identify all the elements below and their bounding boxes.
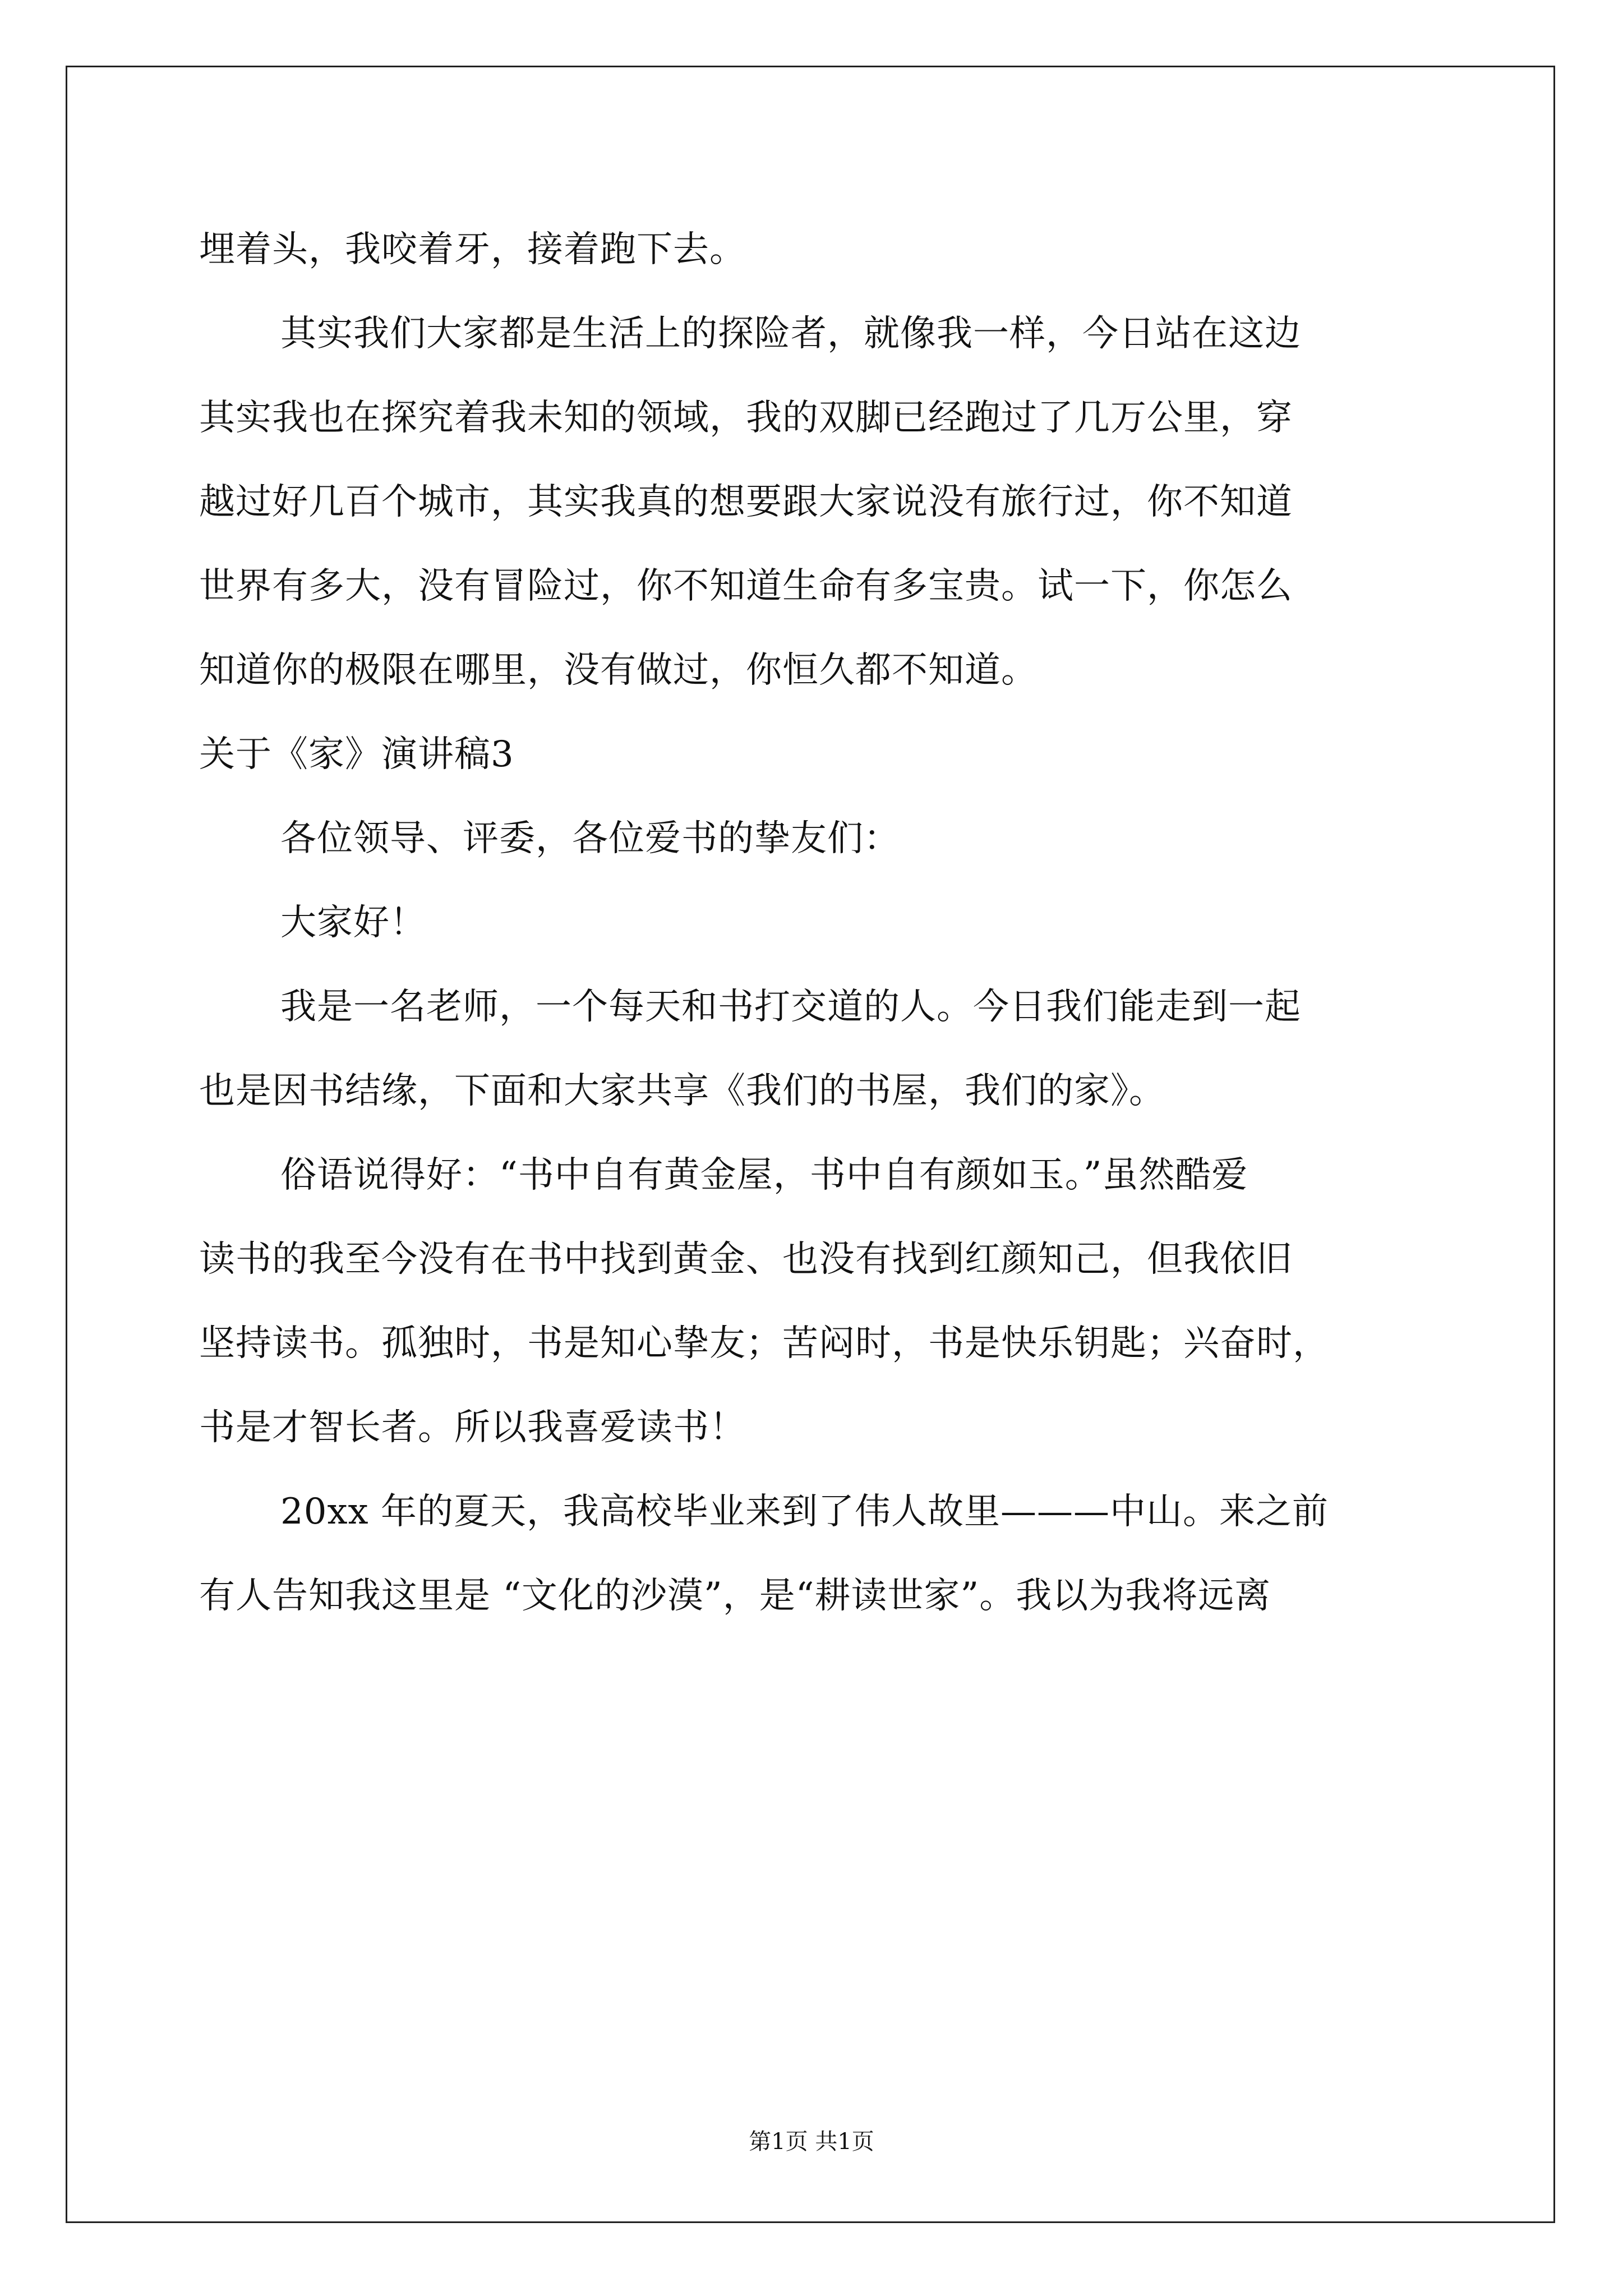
paragraph-line: 我是一名老师，一个每天和书打交道的人。今日我们能走到一起 [280,986,1301,1028]
section-heading: 关于《家》演讲稿3 [199,734,514,775]
paragraph-line: 20xx 年的夏天，我高校毕业来到了伟人故里———中山。来之前 [280,1491,1329,1533]
paragraph-line: 世界有多大，没有冒险过，你不知道生命有多宝贵。试一下，你怎么 [199,565,1293,607]
paragraph-line: 其实我们大家都是生活上的探险者，就像我一样，今日站在这边 [280,313,1301,355]
paragraph-line: 其实我也在探究着我未知的领域，我的双脚已经跑过了几万公里，穿 [199,397,1293,439]
paragraph-line: 也是因书结缘，下面和大家共享《我们的书屋，我们的家》。 [199,1070,1165,1112]
paragraph-line: 读书的我至今没有在书中找到黄金、也没有找到红颜知己，但我依旧 [199,1239,1293,1280]
paragraph-line: 大家好！ [280,902,426,944]
paragraph-line: 书是才智长者。所以我喜爱读书！ [199,1407,746,1448]
paragraph-line: 埋着头，我咬着牙，接着跑下去。 [199,229,746,270]
page-number-footer: 第1页 共1页 [749,2129,874,2155]
paragraph-line: 坚持读书。孤独时，书是知心挚友；苦闷时，书是快乐钥匙；兴奋时， [199,1323,1329,1364]
page-border [66,66,1555,2223]
paragraph-line: 知道你的极限在哪里，没有做过，你恒久都不知道。 [199,650,1038,691]
paragraph-line: 越过好几百个城市，其实我真的想要跟大家说没有旅行过，你不知道 [199,481,1293,523]
paragraph-line: 俗语说得好：“书中自有黄金屋，书中自有颜如玉。”虽然酷爱 [280,1154,1248,1196]
paragraph-line: 有人告知我这里是 “文化的沙漠”，是“耕读世家”。我以为我将远离 [199,1575,1271,1617]
paragraph-line: 各位领导、评委，各位爱书的挚友们： [280,818,900,859]
